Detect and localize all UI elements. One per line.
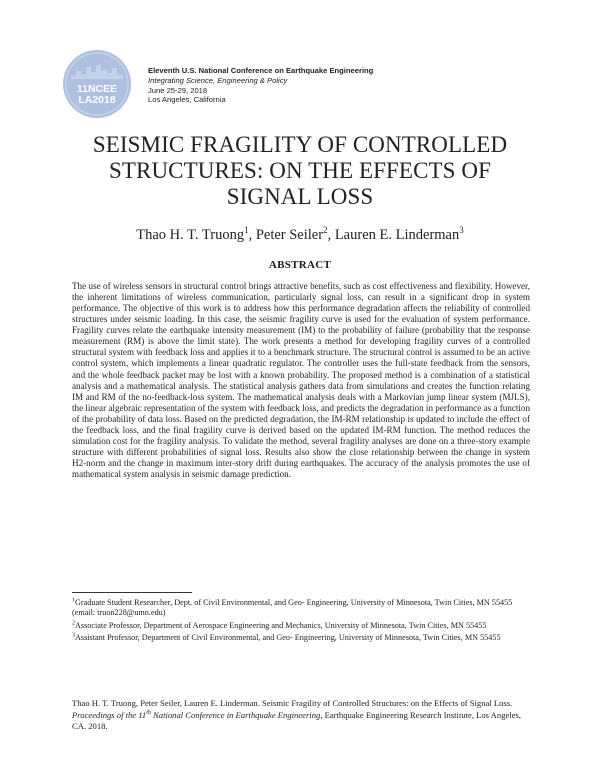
conference-dates: June 25-29, 2018 — [148, 85, 208, 95]
footnote — [72, 633, 530, 643]
author-separator: , — [327, 227, 335, 243]
conference-location: Los Angeles, California — [148, 95, 226, 105]
footnote-number: 1 — [72, 597, 75, 604]
footnote-text: Assistant Professor, Department of Civil Environmental, and Geo- Engineering, University of Minnesota, Twin Cities, MN 55455 — [75, 632, 501, 642]
logo-line2: LA2018 — [78, 94, 116, 106]
footnote-number: 3 — [72, 632, 75, 639]
conference-name: Eleventh U.S. National Conference on Earthquake Engineering — [148, 66, 374, 75]
footnote-text: Associate Professor, Department of Aerospace Engineering and Mechanics, University of Minnesota, Twin Cities, MN 55455 — [75, 620, 487, 630]
author-affiliation-mark: 2 — [323, 225, 328, 236]
footnote — [72, 621, 530, 631]
author-name: Peter Seiler — [255, 227, 324, 243]
footnote-number: 2 — [72, 619, 75, 626]
author-name: Lauren E. Linderman — [334, 227, 460, 243]
conference-logo — [62, 49, 132, 119]
author-affiliation-mark: 1 — [244, 225, 249, 236]
footnote-text: Graduate Student Researcher, Dept. of Civil Environmental, and Geo- Engineering, University of Minnesota, Twin Cities, MN 55455 (email: truon228@umn.edu) — [72, 598, 513, 618]
conference-info — [148, 66, 373, 105]
conference-tagline: Integrating Science, Engineering & Policy — [148, 75, 288, 85]
citation-tail: , Earthquake Engineering Research Institute, Los Angeles, CA. 2018. — [72, 709, 521, 732]
author-separator: , — [248, 227, 256, 243]
abstract-body: The use of wireless sensors in structural control brings attractive benefits, such as cost effectiveness and flexibility. However, the inherent limitations of wireless communication, particularly signal loss, can result in a significant drop in system performance. The objective of this work is to address how this performance degradation affects the reliability of controlled structures under seismic loading. In this case, the seismic fragility curve is used for the evaluation of system performance. Fragility curves relate the earthquake intensity measurement (IM) to the probability of failure (probability that the response measurement (RM) is above the limit state). The work presents a method for developing fragility curves of a controlled structural system with feedback loss and applies it to a benchmark structure. The structural control is assumed to be an active control system, which implements a linear quadratic regulator. The controller uses the full-state feedback from the sensors, and the whole feedback packet may be lost with a known probability. The proposed method is a combination of a statistical analysis and a mathematical analysis. The statistical analysis gathers data from simulations and creates the function relating IM and RM of the no-feedback-loss system. The mathematical analysis deals with a Markovian jump linear system (MJLS), the linear algebraic representation of the system with feedback loss, and predicts the degradation in performance as a function of the probability of data loss. Based on the predicted degradation, the IM-RM relationship is updated to include the effect of the feedback loss, and the final fragility curve is derived based on the updated IM-RM function. The method reduces the simulation cost for the fragility analysis. To validate the method, several fragility analyses are done on a three-story example structure with different probabilities of signal loss. Results also show the close relationship between the change in system H2-norm and the change in maximum inter-story drift during earthquakes. The accuracy of the analysis promotes the use of mathematical system analysis in seismic damage prediction. — [72, 281, 530, 480]
logo-line1: 11NCEE — [76, 83, 118, 95]
title-line: SEISMIC FRAGILITY OF CONTROLLED — [92, 132, 508, 157]
footnote — [72, 598, 530, 619]
abstract-heading: ABSTRACT — [268, 259, 332, 271]
footnotes — [72, 598, 530, 645]
title-line: SIGNAL LOSS — [226, 184, 374, 209]
author-name: Thao H. T. Truong — [136, 227, 245, 243]
citation-lead: Thao H. T. Truong, Peter Seiler, Lauren E. Linderman. Seismic Fragility of Controlled Structures: on the Effects of Signal Loss. — [72, 698, 513, 708]
footnote-divider — [72, 592, 192, 593]
paper-title — [40, 132, 560, 210]
citation-block — [72, 698, 530, 733]
author-list — [40, 227, 560, 244]
citation-proceedings: Proceedings of the 11th National Conference in Earthquake Engineering — [72, 709, 321, 720]
title-line: STRUCTURES: ON THE EFFECTS OF — [108, 158, 492, 183]
author-affiliation-mark: 3 — [459, 225, 464, 236]
